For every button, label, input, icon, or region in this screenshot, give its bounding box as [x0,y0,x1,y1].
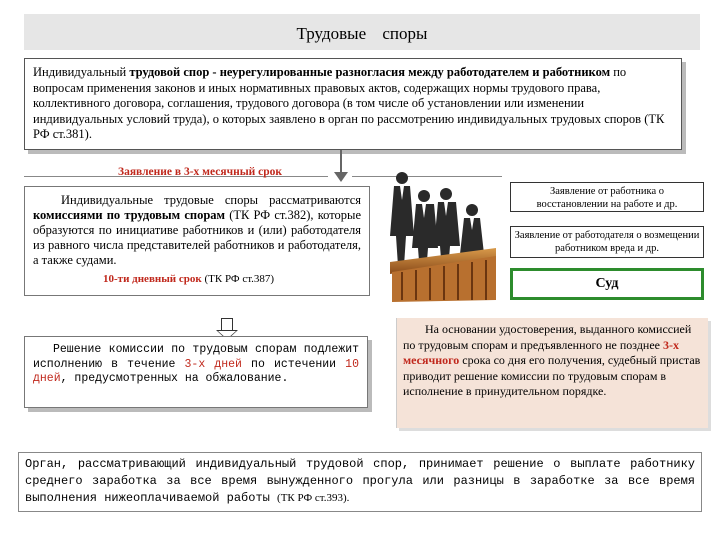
court-box: Суд [510,268,704,300]
bottom-text: Орган, рассматривающий индивидуальный трудовой спор, принимает решение о выплате работнику среднего заработка за все время вынужденного прогула или разницы в заработке за все время выполнения нижеоплачиваемой работы [25,457,695,505]
title-word-2: споры [382,24,428,43]
decision-t3: , предусмотренных на обжалование. [60,372,289,385]
bailiff-t2: срока со дня его получения, судебный пристав приводит решение комиссии по трудовым спорам в исполнение в принудительном порядке. [403,353,701,398]
decision-t1: Решение комиссии по трудовым спорам подлежит исполнению в течение [33,343,359,371]
bailiff-box [396,318,708,428]
bottom-box [18,452,702,512]
title-word-1: Трудовые [296,24,367,43]
commission-note-term: 10-ти дневный срок [103,273,202,285]
commission-bold: комиссиями по трудовым спорам [33,208,226,222]
commission-post: (ТК РФ ст.382), которые образуются по инициативе работников и (или) работодателя из равного числа представителей работников и работодателя, а также судами. [33,208,361,267]
commission-note-source: (ТК РФ ст.387) [204,273,275,285]
employee-claim-box: Заявление от работника о восстановлении на работе и др. [510,182,704,212]
employer-claim-box: Заявление от работодателя о возмещении работником вреда и др. [510,226,704,258]
commission-note [33,272,361,287]
term-label: Заявление в 3-х месячный срок [118,166,283,178]
decision-days-1: 3-х дней [184,357,242,371]
arrow-down-icon [334,172,348,182]
definition-pre: Индивидуальный [33,65,130,79]
courtroom-illustration [380,166,500,304]
commission-box [24,186,370,296]
bottom-source: (ТК РФ ст.393). [277,492,350,504]
definition-post: по вопросам применения законов и иных нормативных правовых актов, содержащих нормы трудового права, коллективного договора, соглашения, трудового договора (в том числе об установлении или изменении индивидуальных условий труда), о которых заявлено в орган по рассмотрению индивидуальных трудовых споров (ТК РФ ст.381). [33,65,665,141]
definition-box [24,58,682,150]
page-title [24,14,700,50]
bailiff-t1: На основании удостоверения, выданного комиссией по трудовым спорам и предъявленного не позднее [403,322,692,352]
decision-days-2: 10 дней [33,357,359,385]
bailiff-term: 3-х месячного [403,337,679,367]
decision-box [24,336,368,408]
decision-t2: по истечении [241,357,346,371]
definition-bold: трудовой спор - неурегулированные разногласия между работодателем и работником [129,65,611,79]
commission-pre: Индивидуальные трудовые споры рассматриваются [61,193,361,207]
